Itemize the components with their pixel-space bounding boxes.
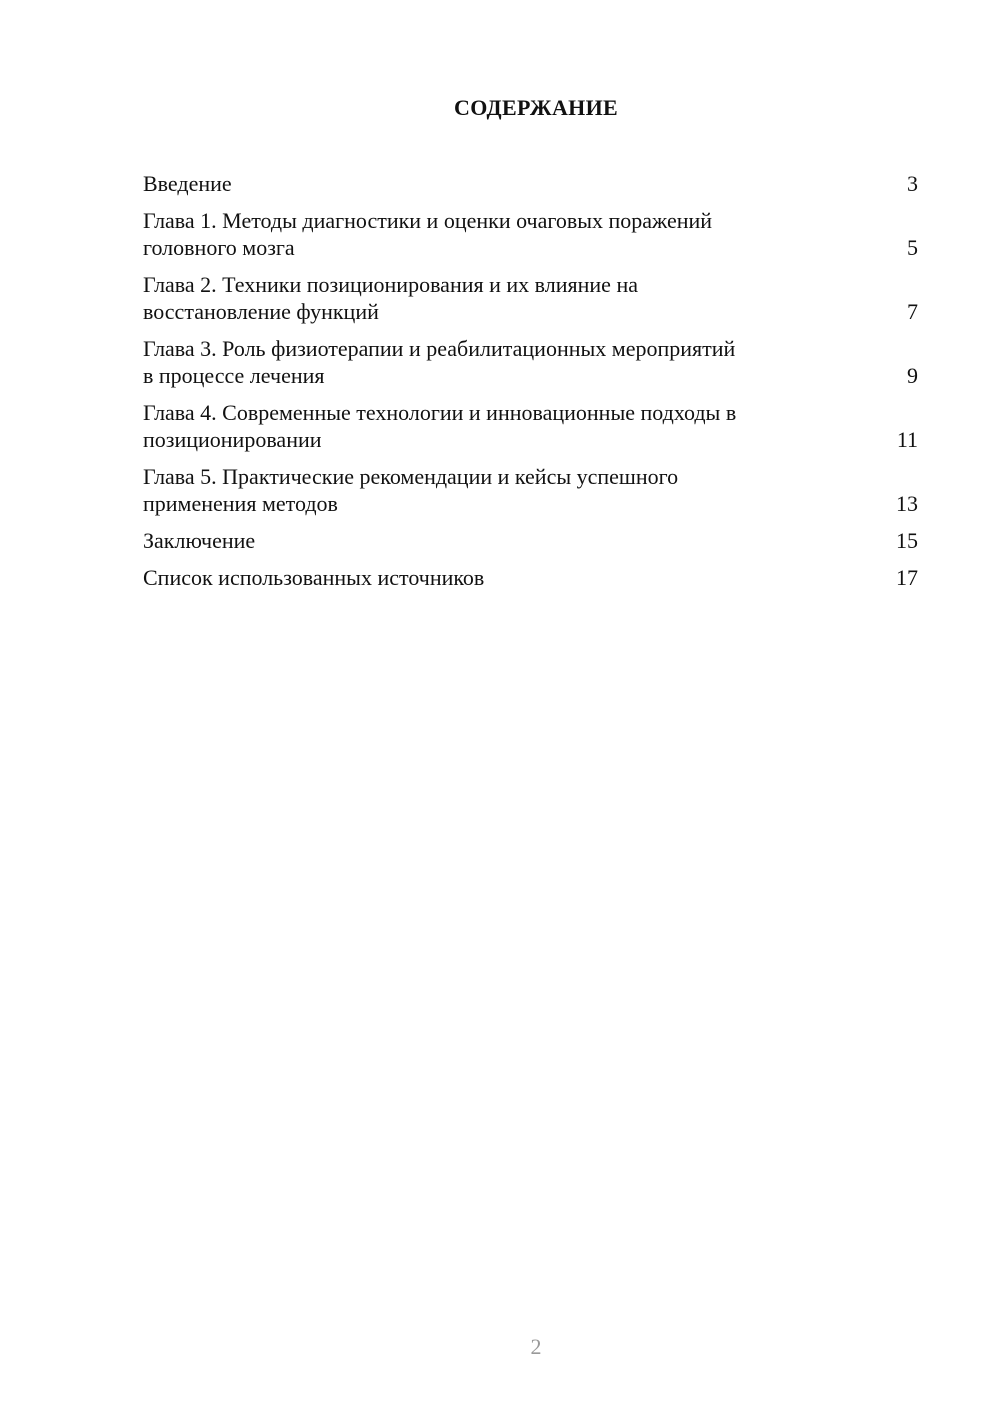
toc-entry-references (143, 564, 918, 591)
toc-entry-line: позиционировании (143, 427, 322, 452)
page-title: СОДЕРЖАНИЕ (454, 95, 618, 120)
toc-entry-page: 17 (896, 565, 918, 590)
toc-entry-title (143, 207, 712, 261)
toc-entry-line: в процессе лечения (143, 363, 325, 388)
toc-entry-line: Глава 3. Роль физиотерапии и реабилитационных мероприятий (143, 336, 736, 361)
toc-entry-line: Введение (143, 171, 232, 196)
toc-entry-page: 11 (896, 427, 918, 452)
toc-entry-line: Список использованных источников (143, 565, 485, 590)
toc-entry-title (143, 463, 678, 517)
toc-entry-chapter-1 (143, 207, 918, 261)
page-number: 2 (530, 1334, 542, 1359)
toc-entry-line: Глава 5. Практические рекомендации и кейсы успешного (143, 464, 679, 489)
toc-entry-line: восстановление функций (143, 299, 379, 324)
toc-entry-page: 7 (907, 299, 918, 324)
toc-entry-title (143, 399, 736, 453)
toc-entry-page: 15 (896, 528, 918, 553)
toc-entry-chapter-2 (143, 271, 918, 325)
toc-entry-line: Глава 1. Методы диагностики и оценки очаговых поражений (143, 208, 713, 233)
toc-entry-page: 5 (907, 235, 918, 260)
toc-entry-line: головного мозга (143, 235, 295, 260)
toc-entry-chapter-4 (143, 399, 918, 453)
toc-entry-page: 9 (907, 363, 918, 388)
toc-entry-title (143, 170, 232, 197)
toc-entry-title (143, 271, 638, 325)
toc-entry-title (143, 564, 484, 591)
toc-entry-line: Заключение (143, 528, 256, 553)
table-of-contents (143, 170, 918, 601)
toc-entry-chapter-3 (143, 335, 918, 389)
toc-entry-chapter-5 (143, 463, 918, 517)
toc-entry-page: 13 (896, 491, 918, 516)
toc-entry-line: Глава 2. Техники позиционирования и их влияние на (143, 272, 638, 297)
toc-entry-conclusion (143, 527, 918, 554)
toc-entry-introduction (143, 170, 918, 197)
toc-entry-line: Глава 4. Современные технологии и инновационные подходы в (143, 400, 737, 425)
toc-entry-title (143, 527, 255, 554)
toc-entry-line: применения методов (143, 491, 338, 516)
toc-entry-page: 3 (907, 171, 918, 196)
toc-entry-title (143, 335, 735, 389)
